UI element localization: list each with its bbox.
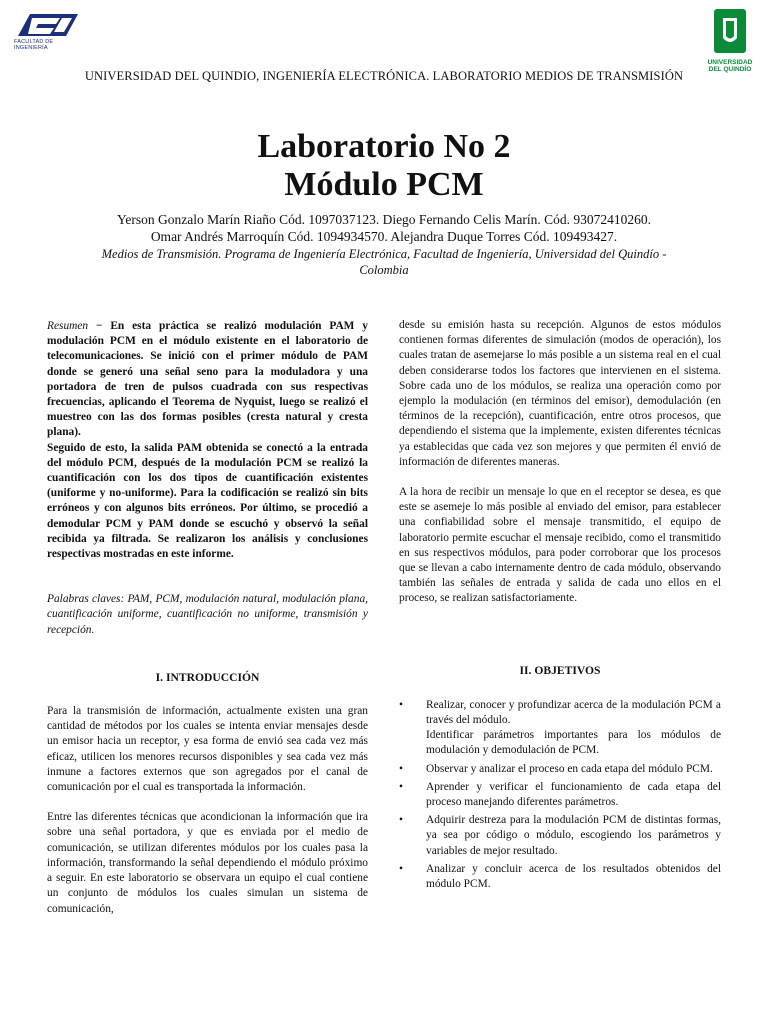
- abstract-p1: [47, 319, 368, 441]
- keywords-text: PAM, PCM, modulación natural, modulación plana, cuantificación uniforme, cuantificación no uniforme, transmisión y recepción.: [47, 593, 368, 636]
- keywords-label: Palabras claves:: [47, 593, 125, 606]
- objective-item: [399, 813, 721, 859]
- objective-item: [399, 698, 721, 759]
- bullet: •: [399, 862, 403, 875]
- authors: [0, 211, 768, 245]
- faculty-logo-caption: FACULTAD DE INGENIERÍA: [14, 39, 54, 51]
- university-logo: [704, 8, 756, 73]
- keywords: [47, 592, 368, 638]
- running-header: UNIVERSIDAD DEL QUINDIO, INGENIERÍA ELECTRÓNICA. LABORATORIO MEDIOS DE TRANSMISIÓN: [84, 69, 684, 83]
- abstract-dash: −: [88, 320, 111, 332]
- title-line-1: Laboratorio No 2: [257, 128, 511, 165]
- objective-item: [399, 780, 721, 810]
- right-column: [399, 318, 721, 895]
- university-logo-caption-1: UNIVERSIDAD: [707, 59, 753, 66]
- right-p2: A la hora de recibir un mensaje lo que en el receptor se desea, es que este se asemeje lo más posible al enviado del emisor, para establecer una confiabilidad sobre el mensaje transmitido, el equipo de laboratorio permite escuchar el mensaje recibido, como el transmitido en sus respectivos módulos, para poder corroborar que los procesos que se llevan a cabo internamente dentro de cada módulo, observando también las señales de entrada y salida de cada uno ellos en el proceso, se realizan satisfactoriamente.: [399, 486, 721, 605]
- intro-p1: Para la transmisión de información, actualmente existen una gran cantidad de métodos por los cuales se intenta enviar mensajes desde un emisor hacia un receptor, y esa forma de envió sea cada vez más eficaz, utilicen los menores recursos disponibles y sea cada vez más inmune a factores externos que son agregados por el canal de comunicación por el cual es transportada la información.: [47, 705, 368, 794]
- objective-item: [399, 762, 721, 777]
- objective-text: Realizar, conocer y profundizar acerca de la modulación PCM a través del módulo.: [426, 698, 721, 727]
- affiliation: Medios de Transmisión. Programa de Ingeniería Electrónica, Facultad de Ingeniería, Universidad del Quindío - Colombia: [101, 247, 667, 277]
- bullet: •: [399, 698, 403, 711]
- intro-p2: Entre las diferentes técnicas que acondicionan la información que ira sobre una señal portadora, y que es enviada por el medio de comunicación, se utilizan diferentes módulos por los cuales pasa la información, transformando la señal dependiendo el módulo próximo a seguir. En este laboratorio se observara un equipo el cual contiene un conjunto de módulos los cuales simulan un sistema de comunicación,: [47, 811, 368, 915]
- section-title-introduccion: I. INTRODUCCIÓN: [155, 670, 260, 684]
- objective-text: Aprender y verificar el funcionamiento de cada etapa del proceso manejando diferentes parámetros.: [426, 780, 721, 809]
- objective-text: Adquirir destreza para la modulación PCM de distintas formas, ya sea por código o módulo, escogiendo los parámetros y variables de mejor resultado.: [426, 814, 721, 857]
- objective-text: Analizar y concluir acerca de los resultados obtenidos del módulo PCM.: [426, 862, 721, 891]
- bullet: •: [399, 814, 403, 827]
- bullet: •: [399, 780, 403, 793]
- abstract-label: Resumen: [47, 320, 89, 332]
- university-logo-caption-2: DEL QUINDÍO: [708, 66, 752, 73]
- paper-title: [0, 128, 768, 204]
- objectives-list: [399, 698, 721, 892]
- abstract-text-1: En esta práctica se realizó modulación PAM y modulación PCM en el módulo existente en el laboratorio de telecomunicaciones. Se inició con el primer módulo de PAM donde se generó una señal seno para la moduladora y una portadora de tren de pulsos cuadrada con sus respectivas frecuencias, aplicando el Teorema de Nyquist, luego se realizó el muestreo con las dos formas posibles (cresta natural y cresta plana).: [47, 320, 368, 439]
- authors-line-1: Yerson Gonzalo Marín Riaño Cód. 1097037123. Diego Fernando Celis Marín. Cód. 93072410260.: [116, 212, 652, 227]
- university-logo-icon: [713, 8, 747, 54]
- objective-text: Observar y analizar el proceso en cada etapa del módulo PCM.: [426, 762, 713, 775]
- abstract-p2: Seguido de esto, la salida PAM obtenida se conectó a la entrada del módulo PCM, después de la modulación PCM se realizó la cuantificación con los dos tipos de cuantificación existentes (uniforme y no-uniforme). Para la codificación se realizó sin bits erróneos y con algunos bits erróneos. Por último, se procedió a demodular PCM y PAM donde se escuchó y observó la señal recibida ya filtrada. Se realizaron los análisis y conclusiones respectivas mostradas en este informe.: [47, 441, 368, 561]
- faculty-logo-icon: [14, 12, 80, 38]
- right-p1: desde su emisión hasta su recepción. Algunos de estos módulos contienen formas diferentes de simulación (modos de operación), los cuales tratan de asemejarse lo más posible a un sistema real en el cual deben considerarse todos los factores que intervienen en el sistema. Sobre cada uno de los módulos, se realiza una operación como por ejemplo la modulación (en términos del emisor), demodulación (en términos de la recepción), cuantificación, entre otros procesos, que dependiendo el sistema que la implemente, existen diferentes técnicas ya establecidas que cada vez son mejores y que permiten él envió de información de diferentes maneras.: [399, 319, 721, 468]
- section-title-objetivos: II. OBJETIVOS: [519, 663, 601, 677]
- faculty-logo: [14, 12, 86, 51]
- left-column: [47, 319, 368, 917]
- title-line-2: Módulo PCM: [284, 166, 484, 203]
- objective-subtext: Identificar parámetros importantes para los módulos de modulación y demodulación de PCM.: [426, 729, 721, 757]
- objective-item: [399, 862, 721, 892]
- bullet: •: [399, 762, 403, 775]
- authors-line-2: Omar Andrés Marroquín Cód. 1094934570. Alejandra Duque Torres Cód. 109493427.: [150, 229, 618, 244]
